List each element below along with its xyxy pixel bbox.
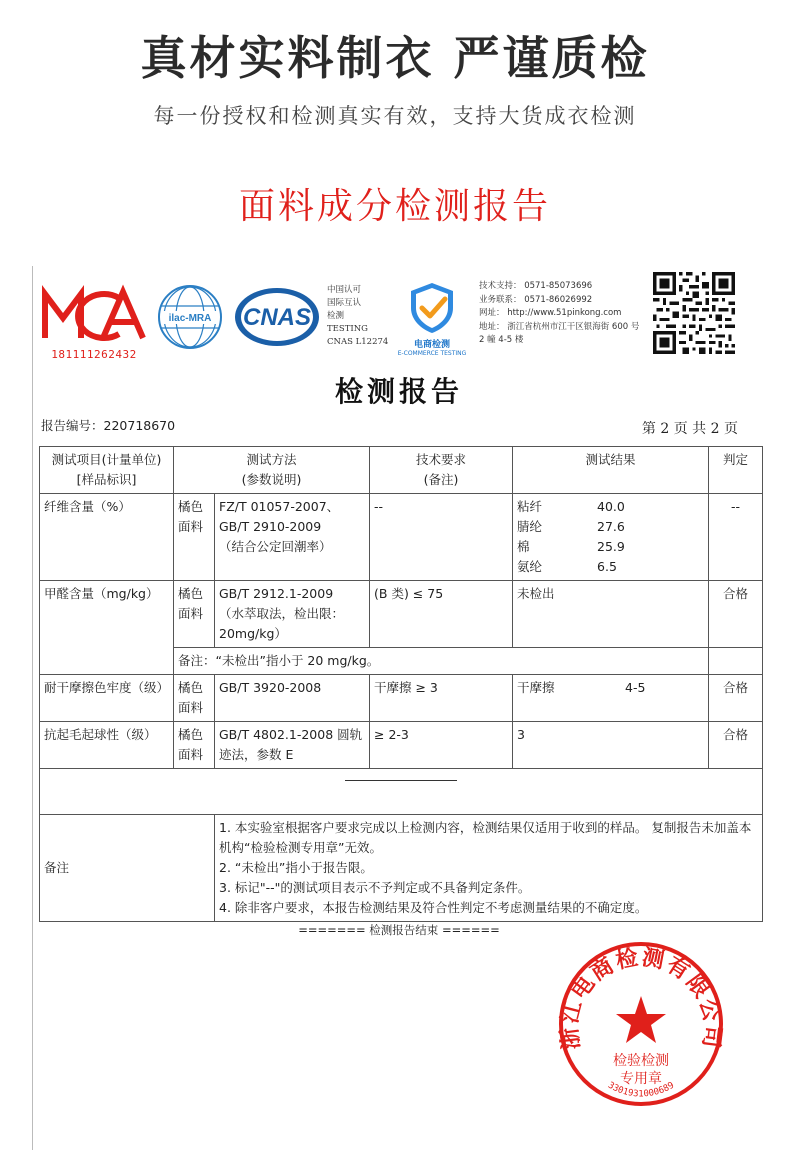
sample-cell: 橘色面料 — [174, 722, 215, 769]
cma-letters-icon — [41, 284, 147, 346]
header-method-sub: (参数说明) — [241, 472, 302, 487]
result-line — [517, 557, 704, 577]
result-line — [517, 517, 704, 537]
cnas-text: CNAS — [242, 304, 312, 331]
ec-cn-label: 电商检测 — [413, 340, 450, 350]
header-verdict: 判定 — [709, 447, 763, 494]
official-seal — [555, 938, 727, 1110]
result-cell — [513, 494, 709, 581]
fiber-value: 40.0 — [597, 499, 625, 514]
requirement-cell: ≥ 2-3 — [370, 722, 513, 769]
contact-line: 技术支持： 0571-85073696 — [479, 281, 593, 291]
fiber-value: 27.6 — [597, 519, 625, 534]
cnas-info-line: 国际互认 — [327, 298, 362, 308]
method-text: GB/T 2912.1-2009 — [219, 586, 334, 601]
fiber-value: 25.9 — [597, 539, 625, 554]
header-method-label: 测试方法 — [246, 452, 297, 467]
method-cell: GB/T 4802.1-2008 圆轨迹法，参数 E — [215, 722, 370, 769]
item-cell: 纤维含量（%） — [40, 494, 174, 581]
requirement-cell: 干摩擦 ≥ 3 — [370, 675, 513, 722]
method-note: （水萃取法，检出限：20mg/kg） — [219, 606, 345, 641]
contact-line: 业务联系： 0571-86026992 — [479, 294, 593, 305]
remark-item: 1. 本实验室根据客户要求完成以上检测内容，检测结果仅适用于收到的样品。 复制报告未加盖本机构“检验检测专用章”无效。 — [219, 820, 752, 855]
cnas-info — [327, 284, 397, 349]
method-cell — [215, 581, 370, 648]
result-value: 4-5 — [625, 680, 646, 695]
cnas-info-line: CNAS L12274 — [327, 337, 389, 347]
blank-cell — [40, 769, 763, 815]
report-sheet — [32, 266, 764, 1150]
method-note: （结合公定回潮率） — [219, 539, 332, 554]
header-method — [174, 447, 370, 494]
header-requirement — [370, 447, 513, 494]
method-cell — [215, 494, 370, 581]
seal-arc-text: 浙江电商检测有限公司 — [556, 944, 726, 1052]
seal-star-icon — [616, 996, 666, 1043]
verdict-cell: 合格 — [709, 581, 763, 648]
report-end-line: ======= 检测报告结束 ====== — [298, 923, 500, 937]
qr-code-icon[interactable] — [653, 272, 735, 354]
banner-subtitle: 每一份授权和检测真实有效，支持大货成衣检测 — [153, 104, 637, 128]
result-cell: 3 — [513, 722, 709, 769]
sample-cell: 橘色面料 — [174, 675, 215, 722]
blank-row — [40, 769, 763, 815]
fiber-name: 粘纤 — [517, 499, 543, 514]
contact-info — [479, 280, 649, 348]
result-cell: 未检出 — [513, 581, 709, 648]
result-cell — [513, 675, 709, 722]
remarks-row — [40, 815, 763, 922]
cnas-logo — [233, 286, 321, 348]
sample-cell: 橘色面料 — [174, 581, 215, 648]
cnas-info-line: 检测 — [327, 311, 345, 321]
verdict-cell: 合格 — [709, 722, 763, 769]
ec-en-label: E-COMMERCE TESTING — [397, 350, 467, 357]
requirement-cell: (B 类) ≤ 75 — [370, 581, 513, 648]
contact-line: 2 幢 4-5 楼 — [479, 335, 524, 345]
header-req-label: 技术要求 — [416, 452, 467, 467]
header-item — [40, 447, 174, 494]
report-title: 检测报告 — [334, 375, 463, 408]
seal-center-text-1: 检验检测 — [613, 1053, 669, 1069]
divider-line — [345, 780, 457, 781]
remarks-cell — [215, 815, 763, 922]
fiber-name: 腈纶 — [517, 519, 543, 534]
table-header-row — [40, 447, 763, 494]
ilac-mra-logo — [157, 284, 223, 350]
fiber-name: 棉 — [517, 539, 530, 554]
cma-number: 181111262432 — [51, 348, 137, 361]
remark-item: 4. 除非客户要求，本报告检测结果及符合性判定不考虑测量结果的不确定度。 — [219, 900, 648, 915]
verdict-cell: -- — [709, 494, 763, 581]
row-note: 备注：“未检出”指小于 20 mg/kg。 — [174, 648, 709, 675]
report-number — [41, 416, 175, 434]
banner-red-title: 面料成分检测报告 — [238, 186, 551, 227]
banner-title: 真材实料制衣 严谨质检 — [140, 31, 650, 85]
remark-item: 3. 标记"--"的测试项目表示不予判定或不具备判定条件。 — [219, 880, 531, 895]
method-cell: GB/T 3920-2008 — [215, 675, 370, 722]
header-item-label: 测试项目(计量单位) — [51, 452, 162, 467]
header-result: 测试结果 — [513, 447, 709, 494]
sample-cell: 橘色面料 — [174, 494, 215, 581]
header-item-sub: [样品标识] — [76, 472, 137, 487]
ecommerce-testing-logo — [393, 280, 471, 356]
table-row — [40, 722, 763, 769]
header-req-sub: (备注) — [423, 472, 459, 487]
requirement-cell: -- — [370, 494, 513, 581]
seal-center-text-2: 专用章 — [620, 1071, 662, 1087]
item-cell: 甲醛含量（mg/kg） — [40, 581, 174, 675]
results-table — [39, 446, 763, 922]
result-line — [517, 537, 704, 557]
contact-line: 地址： 浙江省杭州市江干区银海街 600 号 — [479, 321, 640, 332]
table-row — [40, 581, 763, 648]
report-number-label: 报告编号： — [41, 418, 104, 433]
shield-check-icon — [393, 280, 471, 336]
cma-logo — [41, 284, 147, 364]
method-text: FZ/T 01057-2007、GB/T 2910-2009 — [219, 499, 340, 534]
verdict-cell: 合格 — [709, 675, 763, 722]
remarks-label: 备注 — [40, 815, 215, 922]
seal-number: 3301931000689 — [605, 1080, 677, 1100]
item-cell: 抗起毛起球性（级） — [40, 722, 174, 769]
result-line — [517, 497, 704, 517]
table-row — [40, 675, 763, 722]
page-info: 第 2 页 共 2 页 — [641, 421, 738, 437]
empty-cell — [709, 648, 763, 675]
table-row — [40, 494, 763, 581]
fiber-name: 氨纶 — [517, 559, 543, 574]
report-number-value: 220718670 — [103, 418, 176, 433]
item-cell: 耐干摩擦色牢度（级） — [40, 675, 174, 722]
remark-item: 2. “未检出”指小于报告限。 — [219, 860, 373, 875]
contact-line: 网址： http://www.51pinkong.com — [479, 308, 622, 318]
fiber-value: 6.5 — [597, 559, 617, 574]
ilac-text: ilac-MRA — [168, 313, 212, 324]
result-line — [517, 678, 704, 698]
cnas-info-line: TESTING — [327, 324, 368, 334]
cnas-info-line: 中国认可 — [327, 285, 362, 295]
result-key: 干摩擦 — [517, 680, 555, 695]
